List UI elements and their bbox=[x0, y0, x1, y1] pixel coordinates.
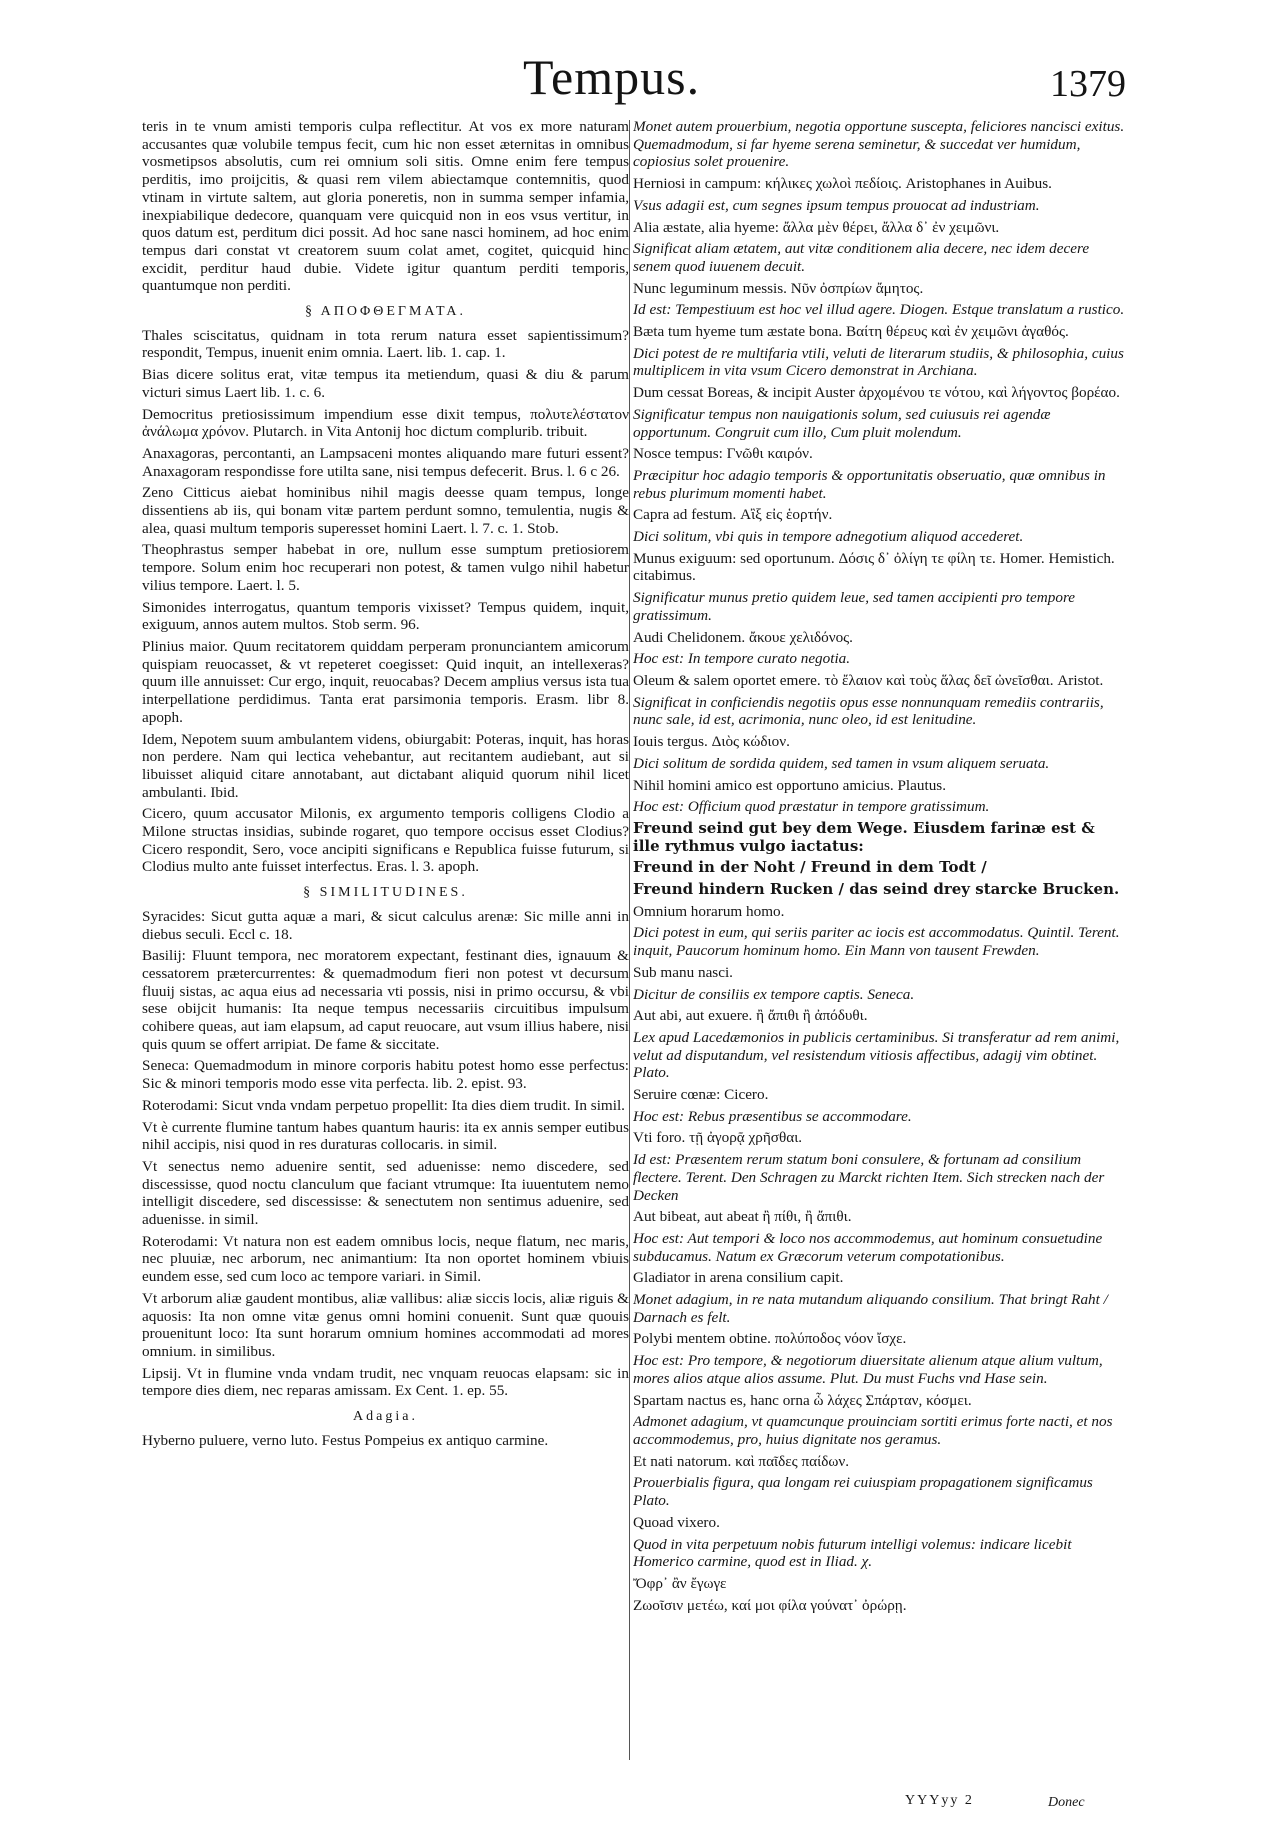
adagium-line: Et nati natorum. καὶ παῖδες παίδων. bbox=[633, 1452, 850, 1470]
adagium-line: Aut abi, aut exuere. ἢ ἄπιθι ἢ ἀπόδυθι. bbox=[633, 1007, 868, 1025]
apophthegm-entry: Anaxagoras, percontanti, an Lampsaceni montes aliquando mare futuri essent? Anaxagoram respondisse fore utilta sane, nisi tempus defecerit. Brus. l. 6 c 26. bbox=[142, 444, 629, 480]
apophthegm-entry: Theophrastus semper habebat in ore, nullum esse sumptum pretiosiorem tempore. Solum enim hoc recuperari non potest, & tamen vulgo nihil habetur vilius tempore. Laert. l. 5. bbox=[142, 541, 629, 594]
greek-verse-line: Ὄφρ᾽ ἂν ἔγωγε bbox=[633, 1574, 727, 1592]
adagium-line: Vti foro. τῇ ἀγορᾷ χρῆσθαι. bbox=[633, 1129, 803, 1147]
adagium-line: Capra ad festum. Αἲξ εἰς ἑορτήν. bbox=[633, 506, 833, 524]
adagium-line: Hoc est: Rebus præsentibus se accommodare. bbox=[633, 1107, 912, 1125]
apophthegm-entry: Zeno Citticus aiebat hominibus nihil magis deesse quam tempus, longe dissentiens ab iis, qui bonam vitæ partem perdunt somno, temulentia, nugis & alea, quasi multum temporis superesset homini Laert. l. 7. c. 1. Stob. bbox=[142, 484, 629, 537]
adagium-entry: Hyberno puluere, verno luto. Festus Pompeius ex antiquo carmine. bbox=[142, 1431, 549, 1449]
similitude-entry: Seneca: Quemadmodum in minore corporis habitu potest homo esse perfectus: Sic & minori temporis modo esse vita perfecta. lib. 2. epist. 93. bbox=[142, 1057, 629, 1093]
adagium-line: Omnium horarum homo. bbox=[633, 902, 785, 920]
adagium-line: Significat aliam ætatem, aut vitæ conditionem alia decere, nec idem decere senem quod iuuenem decuit. bbox=[633, 240, 1090, 275]
german-rhyme-line: Freund seind gut bey dem Wege. Eiusdem farinæ est & ille rythmus vulgo iactatus: bbox=[633, 818, 1095, 855]
heading-apophthegmata: § ΑΠΟΦΘΕΓΜΑΤΑ. bbox=[304, 304, 467, 320]
page-number: 1379 bbox=[1050, 63, 1126, 105]
similitude-entry: Roterodami: Vt natura non est eadem omnibus locis, neque flatum, nec maris, nec pluuiæ, nec arborum, nec animantium: Ita non oportet hominem vbiuis eundem esse, sed cum loco ac tempore variari. in Simil. bbox=[142, 1232, 629, 1286]
apophthegm-entry: Thales sciscitatus, quidnam in tota rerum natura esset sapientissimum? respondit, Tempus, inuenit enim omnia. Laert. lib. 1. cap. 1. bbox=[142, 326, 629, 362]
similitude-entry: Vt arborum aliæ gaudent montibus, aliæ vallibus: aliæ siccis locis, aliæ riguis & aquosis: Ita non omne vitæ genus omni homini conuenit. Sunt quæ quouis prouenitunt loco: Ita sunt horarum omnium homines accommodati ad mores omnium. in similibus. bbox=[142, 1289, 629, 1360]
adagium-line: Prouerbialis figura, qua longam rei cuiuspiam propagationem significamus Plato. bbox=[633, 1474, 1093, 1510]
adagium-line: Monet adagium, in re nata mutandum aliquando consilium. That bringt Raht / Darnach es felt. bbox=[633, 1291, 1108, 1326]
heading-similitudines: § SIMILITUDINES. bbox=[303, 885, 468, 901]
adagium-line: Dici potest in eum, qui seriis pariter ac iocis est accommodatus. Quintil. Terent. inquit, Paucorum hominum homo. Ein Mann von tausent Frewden. bbox=[633, 924, 1120, 960]
apophthegm-entry: Simonides interrogatus, quantum temporis vixisset? Tempus quidem, inquit, exiguum, annos autem multos. Stob serm. 96. bbox=[142, 598, 629, 634]
adagium-line: Significatur tempus non nauigationis solum, sed cuiusuis rei agendæ opportunum. Congruit cum illo, Cum pluit molendum. bbox=[633, 405, 1051, 441]
adagium-line: Id est: Præsentem rerum statum boni consulere, & fortunam ad consilium flectere. Terent. Den Schragen zu Marckt richten Item. Sich strecken nach der Decken bbox=[633, 1151, 1105, 1204]
adagium-line: Lex apud Lacedæmonios in publicis certaminibus. Si transferatur ad rem animi, velut ad disputandum, vel resistendum vitiosis affectibus, adagij vim obtinet. Plato. bbox=[633, 1028, 1120, 1082]
adagium-line: Herniosi in campum: κήλικες χωλοὶ πεδίοις. Aristophanes in Auibus. bbox=[633, 175, 1052, 193]
intro-paragraph: teris in te vnum amisti temporis culpa reflectitur. At vos ex more naturam accusantes quæ volubile tempus fecit, cum hic non esset æternitas in omnibus vosmetipsos absolutis, cum rei omnium soli sitis. Omne enim fere tempus perditis, imo proijcitis, & quasi rem vilem abiectamque contemnitis, quod vtinam in virtute saltem, aut gloria poneretis, non in summa semper infamia, inexpiabilique dedecore, quanquam vere quicquid non in eos vsus vertitur, in quos datum est, perditum dici possit. Ad hoc sane nasci hominem, ad hoc enim tempus dari constat vt creatorem suum colat amet, cogitet, quicquid hinc excidit, perditur haud dubie. Videte igitur quantum perditi temporis, quantumque non perditi. bbox=[142, 118, 629, 295]
similitude-entry: Lipsij. Vt in flumine vnda vndam trudit, nec vnquam reuocas elapsam: sic in tempore dies diem, nec reparas amissam. Ex Cent. 1. ep. 55. bbox=[142, 1364, 629, 1400]
adagium-line: Dicitur de consiliis ex tempore captis. Seneca. bbox=[633, 985, 915, 1003]
adagium-line: Monet autem prouerbium, negotia opportune suscepta, feliciores nancisci exitus. Quemadmodum, si far hyeme serena seminetur, & succedat ver humidum, copiosius solet prouenire. bbox=[633, 118, 1125, 171]
column-divider bbox=[629, 120, 630, 1760]
adagium-line: Alia æstate, alia hyeme: ἄλλα μὲν θέρει, ἄλλα δ᾽ ἐν χειμῶνι. bbox=[633, 218, 1000, 236]
apophthegm-entry: Bias dicere solitus erat, vitæ tempus ita metiendum, quasi & diu & parum victuri simus Laert lib. 1. c. 6. bbox=[142, 366, 629, 401]
apophthegm-entry: Cicero, quum accusator Milonis, ex argumento temporis colligens Clodio a Milone structas insidias, subinde rogaret, quo tempore occisus esset Clodius? Cicero respondit, Sero, voce ancipiti significans e Republica fuisse futurum, si Clodius multo ante fuisset interfectus. Eras. l. 3. apoph. bbox=[142, 805, 629, 876]
similitude-entry: Vt è currente flumine tantum habes quantum hauris: ita ex annis semper eutibus nihil accipis, nisi quod in res duraturas collocaris. in simil. bbox=[142, 1118, 629, 1154]
apophthegm-entry: Plinius maior. Quum recitatorem quiddam perperam pronunciantem amicorum quispiam reuocasset, & vt repeteret coegisset: Quid inquit, an intellexeras? quum ille annuisset: Cur ergo, inquit, reuocabas? Decem amplius versus ista tua interpellatione perdidimus. Tanta erat parsimonia temporis. Erasm. libr 8. apoph. bbox=[142, 637, 629, 726]
apophthegm-entry: Idem, Nepotem suum ambulantem videns, obiurgabit: Poteras, inquit, has horas non perdere. Nam qui lectica vehebantur, aut recitantem audiebant, aut si libuisset aliquid citare annotabant, aut dictabant aliquid quorum nihil licet ambulanti. Ibid. bbox=[142, 730, 629, 801]
similitude-entry: Syracides: Sicut gutta aquæ a mari, & sicut calculus arenæ: Sic mille anni in diebus seculi. Eccl c. 18. bbox=[142, 907, 629, 943]
adagium-line: Significat in conficiendis negotiis opus esse nonnunquam remediis contrariis, nunc sale, id est, acrimonia, nunc oleo, id est lenitudine. bbox=[633, 693, 1104, 729]
adagium-line: Polybi mentem obtine. πολύποδος νόον ἴσχε. bbox=[633, 1330, 907, 1348]
adagium-line: Hoc est: Officium quod præstatur in tempore gratissimum. bbox=[633, 798, 990, 816]
adagium-line: Vsus adagii est, cum segnes ipsum tempus prouocat ad industriam. bbox=[633, 196, 1040, 214]
running-head-title: Tempus. bbox=[523, 49, 701, 105]
similitude-entry: Roterodami: Sicut vnda vndam perpetuo propellit: Ita dies diem trudit. In simil. bbox=[142, 1096, 625, 1114]
adagium-line: Significatur munus pretio quidem leue, sed tamen accipienti pro tempore gratissimum. bbox=[633, 589, 1076, 624]
signature-mark: YYYyy 2 bbox=[905, 1793, 974, 1808]
adagium-line: Nosce tempus: Γνῶθι καιρόν. bbox=[633, 445, 813, 463]
adagium-line: Nunc leguminum messis. Νῦν ὀσπρίων ἄμητος. bbox=[633, 279, 924, 297]
right-column bbox=[633, 118, 1125, 1778]
adagium-line: Seruire cœnæ: Cicero. bbox=[633, 1086, 769, 1104]
adagium-line: Spartam nactus es, hanc orna ὧ λάχες Σπάρταν, κόσμει. bbox=[633, 1391, 972, 1409]
adagium-line: Dici solitum de sordida quidem, sed tamen in vsum aliquem seruata. bbox=[633, 754, 1050, 772]
catchword: Donec bbox=[1048, 1795, 1085, 1810]
german-rhyme-line: Freund hindern Rucken / das seind drey starcke Brucken. bbox=[633, 880, 1120, 899]
adagium-line: Dum cessat Boreas, & incipit Auster ἀρχομένου τε νότου, καὶ λήγοντος βορέαο. bbox=[633, 384, 1120, 402]
adagium-line: Quoad vixero. bbox=[633, 1513, 720, 1531]
adagium-line: Munus exiguum: sed oportunum. Δόσις δ᾽ ὀλίγη τε φίλη τε. Homer. Hemistich. citabimus. bbox=[633, 549, 1115, 585]
adagium-line: Præcipitur hoc adagio temporis & opportunitatis obseruatio, quæ omnibus in rebus plurimum momenti habet. bbox=[633, 466, 1106, 502]
adagium-line: Id est: Tempestiuum est hoc vel illud agere. Diogen. Estque translatum a rustico. bbox=[633, 301, 1125, 319]
adagium-line: Admonet adagium, vt quamcunque prouinciam sortiti erimus forte nacti, et nos accommodemus, pro, huius dignitate nos geramus. bbox=[633, 1413, 1113, 1448]
left-column bbox=[142, 118, 629, 1758]
adagium-line: Dici solitum, vbi quis in tempore adnegotium aliquod accederet. bbox=[633, 528, 1024, 546]
similitude-entry: Basilij: Fluunt tempora, nec moratorem expectant, festinant dies, ignauum & cessatorem prætercurrentes: & quemadmodum fieri non potest vt decursum fluuij sistas, ac aqua eius ad necessaria vti possis, nisi in primo occursu, & vbi sese obijcit humanis: Ita neque tempus necessariis circuitibus impulsum cohibere queas, aut iam elapsum, ad caput reuocare, aut vsum illius habere, nisi quis quum se offert arripiat. De fame & siccitate. bbox=[142, 947, 629, 1053]
adagium-line: Iouis tergus. Διὸς κώδιον. bbox=[633, 733, 790, 751]
adagium-line: Aut bibeat, aut abeat ἢ πίθι, ἢ ἄπιθι. bbox=[633, 1208, 852, 1226]
adagium-line: Oleum & salem oportet emere. τὸ ἔλαιον καὶ τοὺς ἅλας δεῖ ὠνεῖσθαι. Aristot. bbox=[633, 671, 1104, 689]
heading-adagia: Adagia. bbox=[353, 1409, 418, 1425]
adagium-line: Gladiator in arena consilium capit. bbox=[633, 1269, 844, 1287]
adagium-line: Hoc est: Aut tempori & loco nos accommodemus, aut hominum consuetudine subducamus. Natum ex Græcorum veterum compotationibus. bbox=[633, 1229, 1103, 1265]
adagium-line: Hoc est: In tempore curato negotia. bbox=[633, 650, 851, 668]
adagium-line: Quod in vita perpetuum nobis futurum intelligi volemus: indicare licebit Homerico carmine, quod est in Iliad. χ. bbox=[633, 1535, 1072, 1571]
adagium-line: Hoc est: Pro tempore, & negotiorum diuersitate alienum atque alium vultum, mores alios atque alios assume. Plut. Du must Fuchs vnd Hase sein. bbox=[633, 1352, 1103, 1387]
adagium-line: Bæta tum hyeme tum æstate bona. Βαίτη θέρευς καὶ ἐν χειμῶνι ἀγαθός. bbox=[633, 323, 1069, 341]
german-rhyme-line: Freund in der Noht / Freund in dem Todt / bbox=[633, 858, 987, 877]
adagium-line: Dici potest de re multifaria vtili, veluti de literarum studiis, & philosophia, cuius multiplicem in vita vsum Cicero demonstrat in Archiana. bbox=[633, 344, 1124, 380]
apophthegm-entry: Democritus pretiosissimum impendium esse dixit tempus, πολυτελέστατον ἀνάλωμα χρόνον. Plutarch. in Vita Antonij hoc dictum complurib. tribuit. bbox=[142, 405, 629, 441]
adagium-line: Sub manu nasci. bbox=[633, 963, 733, 981]
similitude-entry: Vt senectus nemo aduenire sentit, sed aduenisse: nemo discedere, sed discessisse, quod noctu clanculum que faciant vtrumque: Ita iuuentutem nemo intelligit discedere, sed discessisse: & senectutem non sentimus aduenire, sed aduenisse. in simil. bbox=[142, 1157, 629, 1229]
adagium-line: Nihil homini amico est opportuno amicius. Plautus. bbox=[633, 776, 947, 794]
greek-verse-line: Ζωοῖσιν μετέω, καί μοι φίλα γούνατ᾽ ὀρώρῃ. bbox=[633, 1596, 907, 1614]
adagium-line: Audi Chelidonem. ἄκουε χελιδόνος. bbox=[633, 628, 853, 646]
